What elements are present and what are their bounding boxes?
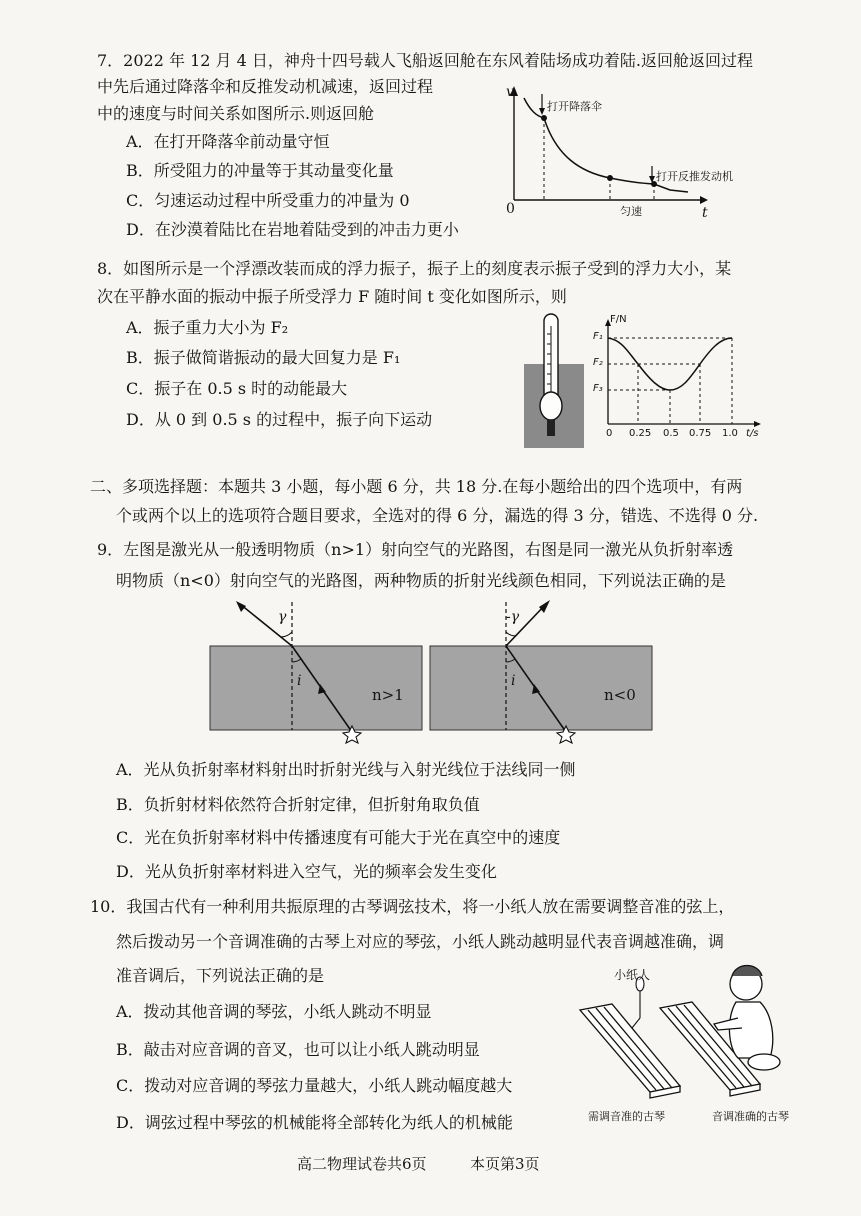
q8-float-bulb xyxy=(540,392,562,420)
q9-option-c: C．光在负折射率材料中传播速度有可能大于光在真空中的速度 xyxy=(116,828,561,847)
q9-stem-line-1: 9．左图是激光从一般透明物质（n>1）射向空气的光路图，右图是同一激光从负折射率透 xyxy=(97,540,734,559)
q10-stem-line-1: 10．我国古代有一种利用共振原理的古琴调弦技术，将一小纸人放在需要调整音准的弦上， xyxy=(90,897,735,916)
q9-right-angle-bottom: i xyxy=(511,673,516,689)
q9-right-medium-label: n<0 xyxy=(604,686,636,704)
q7-label-uniform: 匀速 xyxy=(620,205,642,218)
q7-option-c: C．匀速运动过程中所受重力的冲量为 0 xyxy=(126,191,410,210)
q8-y-axis-label: F/N xyxy=(610,314,627,325)
q7-option-b: B．所受阻力的冲量等于其动量变化量 xyxy=(126,161,394,180)
q10-paper-man xyxy=(632,977,644,1028)
q8-option-d: D．从 0 到 0.5 s 的过程中，振子向下运动 xyxy=(126,410,433,429)
q10-label-left-qin: 需调音准的古琴 xyxy=(588,1110,665,1123)
q8-tick-x-025: 0.25 xyxy=(629,428,652,439)
footer-current-page: 本页第3页 xyxy=(470,1155,540,1173)
q7-stem-line-2: 中先后通过降落伞和反推发动机减速，返回过程 xyxy=(97,77,434,96)
q8-stem-line-2: 次在平静水面的振动中振子所受浮力 F 随时间 t 变化如图所示，则 xyxy=(97,287,567,306)
q8-option-a: A．振子重力大小为 F₂ xyxy=(126,318,289,337)
q8-tick-x-10: 1.0 xyxy=(722,428,738,439)
q9-left-angle-top: γ xyxy=(278,609,287,625)
q9-left-medium-label: n>1 xyxy=(372,686,404,704)
q9-option-b: B．负折射材料依然符合折射定律，但折射角取负值 xyxy=(116,795,480,814)
q8-option-c: C．振子在 0.5 s 时的动能最大 xyxy=(126,379,348,398)
q10-guqin-illustration xyxy=(576,958,816,1108)
q7-v-axis-label: v xyxy=(506,84,514,100)
q7-option-d: D．在沙漠着陆比在岩地着陆受到的冲击力更小 xyxy=(126,220,459,239)
q9-right-angle-top: -γ xyxy=(506,609,520,625)
q7-label-parachute: 打开降落伞 xyxy=(547,100,602,113)
q8-float-oscillator-figure xyxy=(520,310,588,450)
q9-left-angle-bottom: i xyxy=(297,673,302,689)
q10-left-guqin xyxy=(580,1004,680,1098)
q9-left-refraction-figure xyxy=(206,598,426,750)
q8-x-axis-label: t/s xyxy=(746,428,759,439)
q7-option-a: A．在打开降落伞前动量守恒 xyxy=(126,132,330,151)
footer-total-pages: 高二物理试卷共6页 xyxy=(297,1155,427,1173)
q8-tick-x-05: 0.5 xyxy=(663,428,679,439)
q10-stem-line-3: 准音调后，下列说法正确的是 xyxy=(116,966,325,985)
q8-tick-f2: F₂ xyxy=(593,357,603,368)
q9-option-a: A．光从负折射率材料射出时折射光线与入射光线位于法线同一侧 xyxy=(116,760,576,779)
q10-option-d: D．调弦过程中琴弦的机械能将全部转化为纸人的机械能 xyxy=(116,1113,513,1132)
q9-right-refraction-figure xyxy=(426,598,656,750)
q7-t-axis-label: t xyxy=(702,205,708,221)
q8-tick-f3: F₃ xyxy=(593,383,603,394)
q7-stem-line-3: 中的速度与时间关系如图所示.则返回舱 xyxy=(97,104,375,123)
q9-stem-line-2: 明物质（n<0）射向空气的光路图，两种物质的折射光线颜色相同，下列说法正确的是 xyxy=(116,571,726,590)
q7-label-engine: 打开反推发动机 xyxy=(656,170,733,183)
section2-header-line-2: 个或两个以上的选项符合题目要求，全选对的得 6 分，漏选的得 3 分，错选、不选得 0 分. xyxy=(116,506,759,525)
q8-option-b: B．振子做简谐振动的最大回复力是 F₁ xyxy=(126,348,401,367)
q9-option-d: D．光从负折射率材料进入空气，光的频率会发生变化 xyxy=(116,862,497,881)
q8-tick-x-0: 0 xyxy=(606,428,613,439)
q10-stem-line-2: 然后拨动另一个音调准确的古琴上对应的琴弦，小纸人跳动越明显代表音调越准确，调 xyxy=(116,932,725,951)
q10-option-b: B．敲击对应音调的音叉，也可以让小纸人跳动明显 xyxy=(116,1040,480,1059)
q8-tick-f1: F₁ xyxy=(593,331,603,342)
q10-option-c: C．拨动对应音调的琴弦力量越大，小纸人跳动幅度越大 xyxy=(116,1076,513,1095)
q7-velocity-time-graph xyxy=(500,82,730,222)
section2-header-line-1: 二、多项选择题：本题共 3 小题，每小题 6 分，共 18 分.在每小题给出的四个选项中，有两 xyxy=(90,477,743,496)
q8-tick-x-075: 0.75 xyxy=(689,428,712,439)
q7-stem-line-1: 7．2022 年 12 月 4 日，神舟十四号载人飞船返回舱在东风着陆场成功着陆.返回舱返回过程 xyxy=(97,51,753,70)
q7-origin-label: 0 xyxy=(506,201,515,217)
q10-label-right-qin: 音调准确的古琴 xyxy=(712,1110,789,1123)
q10-option-a: A．拨动其他音调的琴弦，小纸人跳动不明显 xyxy=(116,1002,432,1021)
q8-stem-line-1: 8．如图所示是一个浮漂改装而成的浮力振子，振子上的刻度表示振子受到的浮力大小，某 xyxy=(97,259,732,278)
q8-buoyancy-time-graph xyxy=(592,318,772,448)
q10-label-paper-man: 小纸人 xyxy=(614,968,651,982)
